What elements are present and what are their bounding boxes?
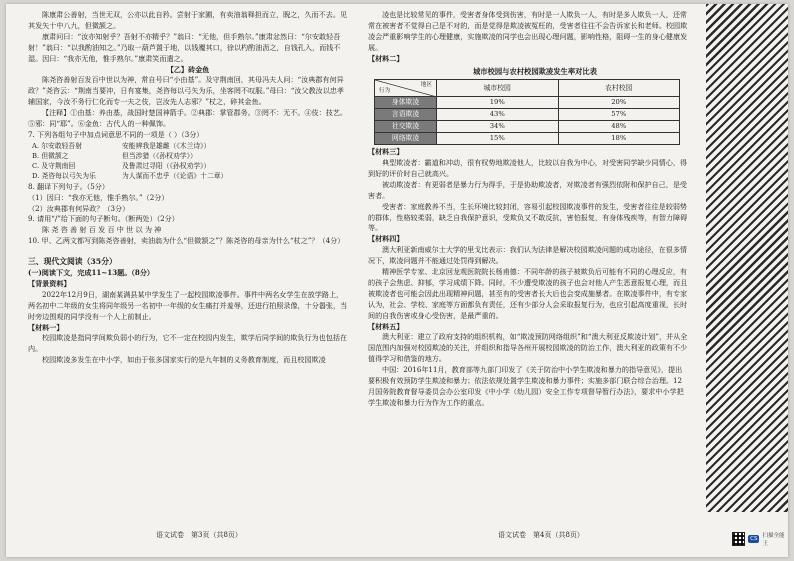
stats-table-title: 城市校园与农村校园欺凌发生率对比表: [472, 66, 598, 76]
row-label: 网络欺凌: [375, 133, 437, 145]
rural-value: 57%: [558, 109, 680, 121]
stats-header-row: [375, 80, 680, 97]
row-label: 身体欺凌: [375, 97, 437, 109]
choice-row: [30, 161, 330, 171]
annotation-note: 【注释】①由基：养由基，战国时楚国神箭手。②典郡：掌管郡务。③罔不：无不。④伎：技艺。⑤邪：同“耶”。⑥金鱼：古代人的一种佩饰。: [28, 108, 348, 129]
choice-d-right: 为人谋而不忠乎（《论语》十二章）: [122, 172, 228, 181]
hatched-margin-strip: [706, 4, 788, 512]
choice-c-right: 及鲁肃过寻阳（《孙权劝学》）: [122, 162, 211, 171]
yi-paragraph: 陈尧咨善射百发百中世以为神，常自号曰“小由基”。及守荆南回，其母冯夫人问：“汝典郡有何异政？”尧咨云：“荆南当要冲，日有宴集，尧咨每以弓矢为乐，坐客罔不叹服。”母曰：“汝父教汝以忠孝辅国家，今汝不务行仁化而专一夫之伎，岂汝先人志邪？”杖之，碎其金鱼。: [28, 75, 344, 107]
choice-c-left: C. 及守荆南回: [32, 162, 76, 171]
page-3: [28, 10, 348, 366]
question-7: 7. 下列各组句子中加点词意思不同的一项是（ ）（3分）: [28, 129, 204, 139]
material-3-paragraph-1: 典型欺凌者：霸道和冲动，很有权势地欺凌他人，比较以自我为中心，对受害同学缺少同情心，得到好的评价时自己就高兴。: [368, 157, 688, 178]
city-value: 19%: [437, 97, 559, 109]
city-value: 15%: [437, 133, 559, 145]
material-4-paragraph-1: 澳大利亚新南威尔士大学的里戈比表示：我们认为法律是解决校园欺凌问题的成功途径，在很多情况下，欺凌问题并不能通过处罚得到解决。: [368, 245, 688, 266]
material-1-paragraph-1: 校园欺凌是指同学间欺负弱小的行为，它不一定在校园内发生，欺学后同学间的欺负行为也包括在内。: [28, 333, 348, 354]
question-9: 9. 请用“/”给下面的句子断句。（断两处）（2分）: [28, 214, 179, 224]
header-rural: 农村校园: [558, 80, 680, 97]
city-value: 34%: [437, 121, 559, 133]
choice-b-right: 但当涉猎（《孙权劝学》）: [122, 152, 197, 161]
exam-sheet: [6, 4, 788, 557]
scanner-watermark: [732, 531, 788, 547]
material-4-paragraph-2: 精神医学专家、北京回龙观医院院长杨甫德：不同年龄的孩子被欺负后可能有不同的心理反应，有的孩子会焦虑、抑郁，学习成绩下降。同时，不少遭受欺凌的孩子也会对他人产生恶意报复心理，而且被欺凌者也可能会因此出现精神问题，甚至有的受害者长大后也会变成施暴者。在欺凌事件中，有专家认为，社会、学校、家庭等方面都负有责任，还有少部分人会采取报复行为，也应引起高度重视，长时间的自我伤害或身心受伤害，是最严重的。: [368, 267, 688, 320]
material-1-paragraph-2: 校园欺凌多发生在中小学，如由于张多国家实行的是九年制的义务教育制度，而且校园欺凌: [42, 355, 326, 365]
material-3-paragraph-3: 受害者：家庭教养不当，生长环境比较封闭，容易引起校园欺凌事件的发生，受害者往往是较弱势的群体，性格较柔弱，缺乏自我保护意识，受欺负又不敢反抗，害怕报复，有身体残疾等，有智力障碍等。: [368, 201, 688, 233]
choice-a-left: A. 尔安敢轻吾射: [32, 141, 83, 150]
question-9-sentence: 陈 尧 咨 善 射 百 发 百 中 世 以 为 神: [42, 225, 162, 235]
page-4: [368, 10, 688, 409]
row-label: 社交欺凌: [375, 121, 437, 133]
choice-d-left: D. 尧咨每以弓矢为乐: [32, 172, 96, 181]
yi-title: 【乙】砖金鱼: [166, 64, 210, 74]
choice-row: [30, 141, 330, 151]
material-3-paragraph-2: 被动欺凌者：有更弱者是暴力行为得手，于是协助欺凌者，对欺凌者有强烈依附和保护自己，是受害者。: [368, 179, 688, 200]
subsection-1-heading: (一)阅读下文，完成11~13题。（8分）: [28, 268, 155, 278]
choice-a-right: 安能辨我是雄雌（《木兰诗》）: [122, 141, 211, 150]
header-behavior: 行为: [379, 87, 391, 94]
question-10: 10. 甲、乙两文都写到陈尧咨善射，卖油翁为什么“但微颔之”？陈尧咨的母亲为什么“杖之”？（4分）: [28, 236, 345, 246]
material-3-title: 【材料三】: [368, 147, 404, 157]
jia-paragraph-2: 康肃问曰：“汝亦知射乎？吾射不亦精乎？”翁曰：“无他，但手熟尔。”康肃忿然曰：“尔安敢轻吾射！”翁曰：“以我酌油知之。”乃取一葫芦置于地，以钱覆其口，徐以杓酌油沥之，自钱孔入，而钱不湿。因曰：“我亦无他，惟手熟尔。”康肃笑而遣之。: [28, 31, 341, 63]
row-label: 言语欺凌: [375, 109, 437, 121]
choice-b-left: B. 但微颔之: [32, 152, 69, 161]
material-1-title: 【材料一】: [28, 322, 64, 332]
bullying-rate-table: [374, 79, 680, 145]
header-region: 地区: [420, 82, 432, 89]
section-3-heading: 三、现代文阅读（35分）: [28, 257, 117, 267]
header-city: 城市校园: [437, 80, 559, 97]
question-7-choices: [30, 141, 330, 182]
question-8-2: （2）汝典郡有何异政？（3分）: [28, 203, 130, 213]
rural-value: 48%: [558, 121, 680, 133]
table-row: [375, 121, 680, 133]
material-4-title: 【材料四】: [368, 234, 404, 244]
background-paragraph: 2022年12月9日，湖南某满县某中学发生了一起校园欺凌事件。事件中两名女学生在放学路上，两名初中二年级的女生将同年级另一名初中一年级的女生痛打并羞辱，还进行拍照录像，十分嚣张，当时旁边围观的同学没有一个人上前制止。: [28, 289, 348, 321]
material-5-title: 【材料五】: [368, 321, 404, 331]
stats-diagonal-header: [375, 80, 437, 97]
table-row: [375, 97, 680, 109]
choice-row: [30, 151, 330, 161]
question-8-1: （1）因曰：“我亦无他，惟手熟尔。”（2分）: [28, 192, 169, 202]
page-3-footer: 语文试卷 第3页（共8页）: [156, 531, 242, 539]
material-1-continued: 凌也是比较常见的事件，受害者身体受到伤害，有时是一人欺负一人，有时是多人欺负一人，还常常在被害者不觉得自己是不对的，而是觉得是欺凌被冤枉的，受害者往往不会告诉家长和老师。校园欺凌会严重影响学生的心理健康，实施欺凌的同学也会出现心理问题，影响性格，阻碍一生的身心健康发展。: [368, 10, 688, 52]
scanner-app-name: 扫描全能王: [762, 533, 785, 547]
rural-value: 20%: [558, 97, 680, 109]
city-value: 43%: [437, 109, 559, 121]
question-8: 8. 翻译下列句子。（5分）: [28, 181, 109, 191]
choice-row: [30, 171, 330, 181]
page-4-footer: 语文试卷 第4页（共8页）: [498, 531, 584, 539]
material-2-title: 【材料二】: [368, 53, 404, 63]
scanner-app-badge: CS: [750, 536, 758, 542]
material-5-paragraph-2: 中国：2016年11月，教育部等九部门印发了《关于防治中小学生欺凌和暴力的指导意见》，提出要积极有效预防学生欺凌和暴力；依法依规处置学生欺凌和暴力事件；实施多部门联合综合治理。12月国务院教育督导委员会办公室印发《中小学（幼儿园）安全工作专项督导暂行办法》，要求中小学把学生欺凌和暴力行为作为工作的重点。: [368, 365, 684, 407]
background-title: 【背景资料】: [28, 278, 71, 288]
table-row: [375, 133, 680, 145]
material-5-paragraph-1: 澳大利亚：建立了政府支持的组织机构，如“欺凌预防网络组织”和“澳大利亚反欺凌计划”，并从全国范围内加强对校园欺凌的关注，并组织和指导各州开展校园欺凌的防治工作，澳大利亚的政策有不少值得学习和借鉴的地方。: [368, 332, 688, 364]
jia-paragraph-1: 陈康肃公善射，当世无双，公亦以此自矜。尝射于家圃，有卖油翁释担而立，睨之，久而不去。见其发矢十中八九，但微颔之。: [28, 10, 348, 30]
table-row: [375, 109, 680, 121]
rural-value: 18%: [558, 133, 680, 145]
qr-code-icon: [732, 532, 745, 546]
